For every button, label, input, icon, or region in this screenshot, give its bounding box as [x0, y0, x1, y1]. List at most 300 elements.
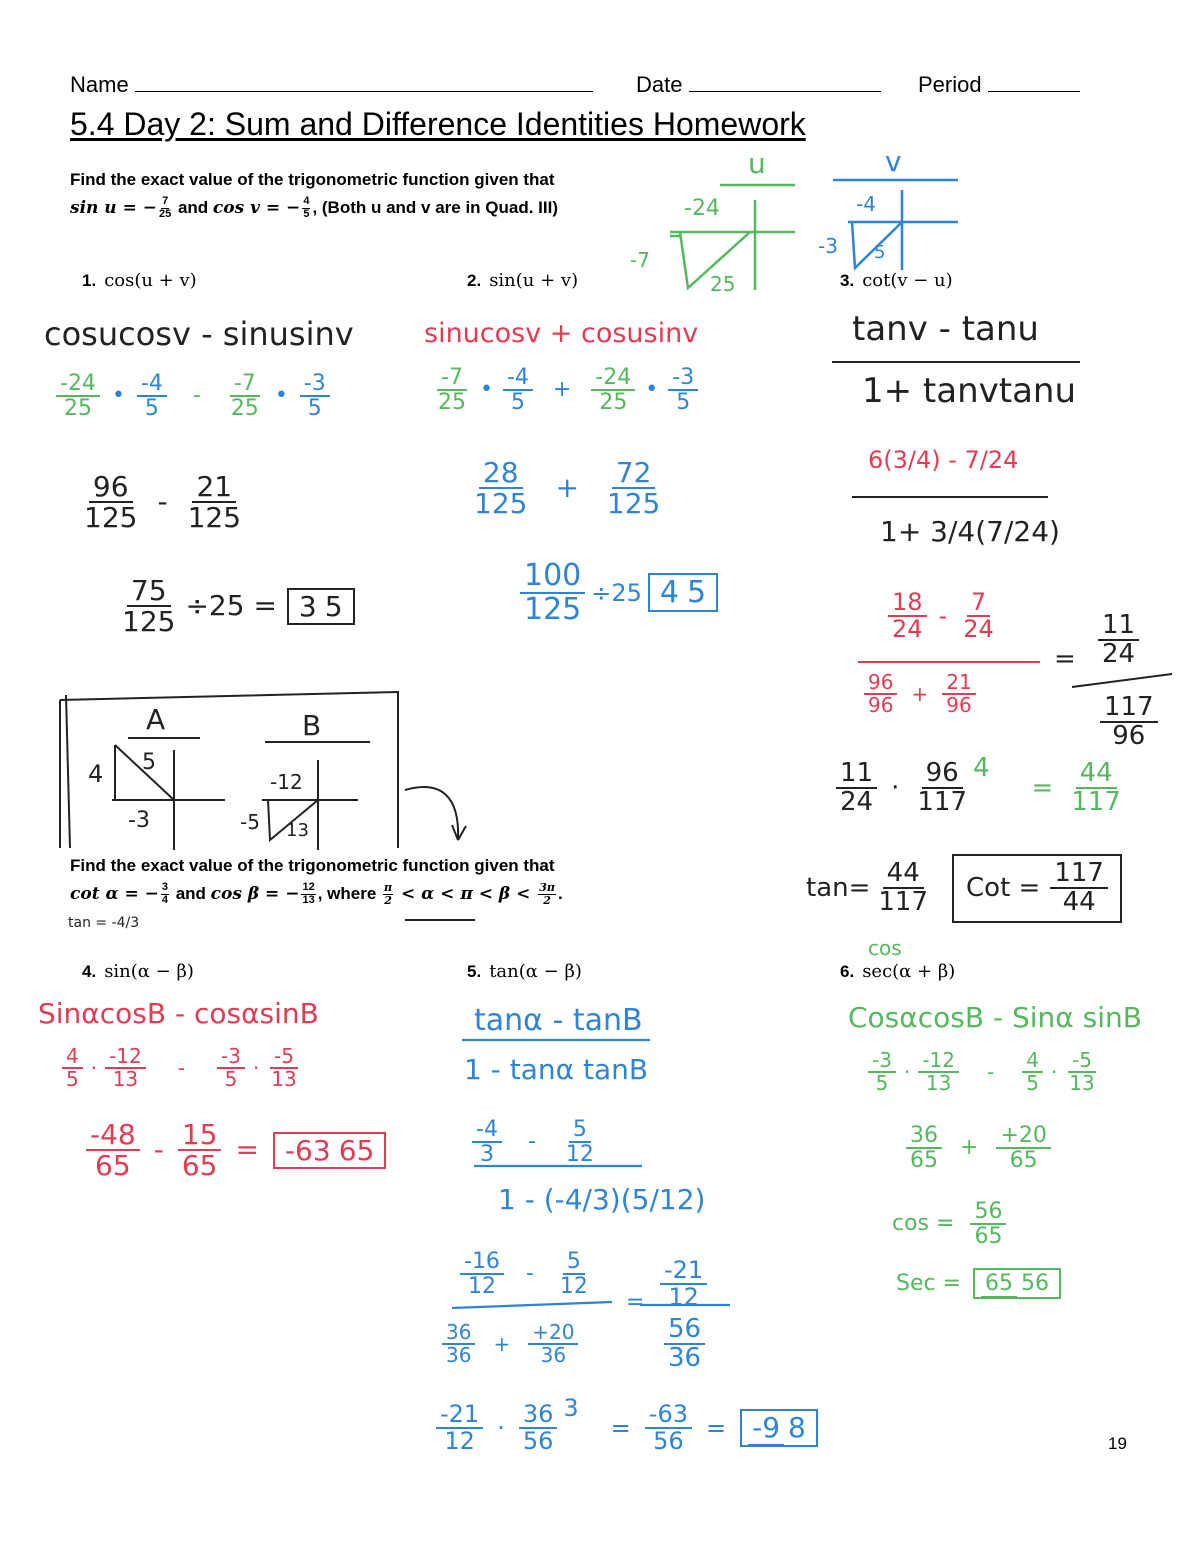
problem-5: [467, 961, 582, 982]
dot-operator: •: [480, 377, 493, 403]
frac-den: 13: [302, 893, 315, 906]
num: 36: [442, 1322, 475, 1345]
num: 21: [942, 672, 975, 695]
date-label: Date: [636, 72, 683, 97]
den: 24: [1102, 639, 1136, 670]
den: 24: [892, 615, 923, 644]
range-frac-2: [538, 882, 556, 906]
den: 5: [687, 574, 707, 610]
frac: [556, 1250, 592, 1298]
plus-operator: +: [555, 471, 579, 505]
num: -3: [217, 1046, 245, 1069]
num: 21: [192, 472, 236, 503]
den: 25: [599, 390, 628, 416]
plus-operator: +: [960, 1135, 979, 1161]
den: 56: [522, 1427, 554, 1456]
frac: [1050, 860, 1108, 917]
num: 44: [883, 860, 924, 889]
den: 56: [1021, 1271, 1050, 1296]
diagram-v-x: -4: [856, 192, 876, 216]
frac: [105, 1046, 146, 1090]
num: -21: [436, 1402, 483, 1429]
answer-box-1: [287, 588, 355, 625]
den: 125: [524, 591, 582, 627]
work3-step-num: [888, 590, 998, 642]
work6-cos: [892, 1200, 1006, 1248]
problem-number: 2.: [467, 271, 482, 290]
den: 65: [181, 1149, 218, 1183]
given-cos: cos β = −: [210, 884, 300, 905]
given-where: , where: [317, 884, 382, 904]
frac: [470, 458, 531, 519]
work6-sec: [896, 1268, 1061, 1299]
frac: [227, 372, 263, 420]
num: 28: [479, 458, 523, 489]
num: 7: [967, 590, 990, 617]
work5-result-num: [660, 1258, 707, 1310]
num: 56: [664, 1316, 705, 1345]
frac: [472, 1118, 502, 1166]
diagram-a-r: 5: [142, 750, 156, 775]
divide-note: ÷25: [591, 578, 642, 607]
cos-label: cos =: [892, 1211, 955, 1237]
num: -4: [472, 1118, 502, 1143]
frac: [1100, 694, 1158, 751]
den: 12: [668, 1283, 699, 1312]
tan-label: tan=: [806, 873, 871, 904]
den: 5: [324, 589, 343, 623]
problem-expression: cos(u + v): [104, 270, 197, 291]
frac-den: 2: [384, 893, 392, 907]
problem-expression: sin(α − β): [104, 961, 194, 982]
problem-expression: sin(u + v): [489, 270, 579, 291]
den: 44: [1062, 887, 1096, 918]
num: -16: [460, 1250, 504, 1275]
equals-sign: =: [235, 1133, 259, 1167]
diagram-b-x: -5: [240, 810, 260, 834]
diagram-b-r: 13: [286, 820, 309, 841]
given-range: < α < π < β <: [395, 884, 537, 905]
work1-formula: cosucosv - sinusinv: [44, 315, 354, 353]
num: 65: [981, 1271, 1017, 1298]
num: 117: [1050, 860, 1108, 889]
den: 36: [540, 1343, 567, 1367]
den: 13: [1069, 1071, 1095, 1095]
cos-note: cos: [868, 936, 902, 960]
diagram-v-r: 5: [874, 242, 886, 263]
den: 125: [187, 501, 242, 535]
frac: [660, 1258, 707, 1310]
diagram-v-y: -3: [818, 234, 838, 258]
dot-operator: •: [274, 383, 288, 409]
minus-operator: -: [525, 1261, 534, 1287]
page-number: 19: [1108, 1434, 1127, 1453]
frac: [942, 672, 975, 716]
den: 65: [1009, 1148, 1038, 1174]
plus-operator: +: [552, 377, 572, 403]
frac: [267, 1046, 300, 1090]
diagram-v-label: v: [885, 145, 902, 178]
problem-number: 6.: [840, 962, 855, 981]
den: 117: [917, 787, 967, 818]
frac: [56, 372, 100, 420]
den: 36: [446, 1343, 472, 1367]
num: -3: [868, 1050, 896, 1073]
frac-den: 5: [303, 207, 310, 220]
frac: [442, 1322, 475, 1366]
frac: [996, 1124, 1050, 1172]
minus-operator: -: [986, 1060, 995, 1084]
work5-sub-den: 1 - (-4/3)(5/12): [498, 1183, 706, 1216]
frac: [80, 472, 141, 533]
given-cot-frac: [161, 882, 169, 906]
dot-operator: •: [645, 377, 659, 403]
num: 96: [89, 472, 133, 503]
problem-number: 3.: [840, 271, 855, 290]
den: 5: [307, 396, 322, 422]
dot-operator: ·: [90, 1056, 98, 1080]
work4-step2: [86, 1120, 386, 1181]
minus-operator: -: [177, 1056, 185, 1080]
frac-den: 2: [543, 893, 551, 907]
frac: [918, 1050, 959, 1094]
work2-substitution: [434, 366, 698, 414]
equals-sign: =: [1031, 773, 1054, 804]
num: 117: [1100, 694, 1158, 723]
num: -3: [300, 372, 330, 397]
minus-operator: -: [938, 602, 948, 631]
frac: [836, 760, 877, 817]
den: 5: [676, 390, 691, 416]
frac-num: 4: [303, 195, 310, 207]
den: 117: [1071, 787, 1121, 818]
num: 72: [612, 458, 656, 489]
cancel-note: 3: [563, 1394, 579, 1423]
den: 96: [1112, 721, 1146, 752]
den: 5: [224, 1067, 238, 1091]
triangle-diagram-v: [833, 180, 958, 270]
work6-formula: CosαcosB - Sinα sinB: [848, 1001, 1142, 1034]
work5-formula-den: 1 - tanα tanB: [464, 1053, 649, 1086]
num: -63: [645, 1402, 692, 1429]
frac: [1065, 1050, 1098, 1094]
work4-formula: SinαcosB - cosαsinB: [38, 997, 319, 1030]
work5-step2-num: [460, 1250, 592, 1298]
work3-formula-num: tanv - tanu: [852, 309, 1039, 349]
range-frac-1: [383, 882, 393, 906]
den: 12: [559, 1274, 588, 1300]
num: 4: [62, 1046, 83, 1069]
num: -24: [56, 372, 100, 397]
frac: [503, 366, 533, 414]
diagram-u-label: u: [748, 147, 766, 180]
work3-eq-bottom: [1100, 694, 1158, 751]
den: 65: [974, 1224, 1003, 1250]
den: 65: [338, 1133, 375, 1167]
given-cos: cos v = −: [212, 198, 301, 219]
num: 15: [178, 1120, 222, 1151]
work3-sub-num: 6(3/4) - 7/24: [868, 446, 1019, 474]
equals-sign: =: [705, 1414, 727, 1443]
given-and: and: [173, 198, 213, 218]
frac: [970, 1200, 1006, 1248]
problem-expression: cot(v − u): [862, 270, 953, 291]
frac: [460, 1250, 504, 1298]
cancel-note: 4: [973, 753, 990, 784]
frac: [1067, 760, 1125, 817]
den: 12: [565, 1142, 594, 1168]
problem-number: 4.: [82, 962, 97, 981]
den: 36: [668, 1343, 702, 1374]
sec-label: Sec =: [896, 1270, 962, 1296]
plus-operator: +: [911, 682, 929, 706]
minus-operator: -: [157, 485, 168, 519]
frac: [300, 372, 330, 420]
frac: [868, 1050, 896, 1094]
dot-operator: ·: [497, 1414, 505, 1443]
work3-final: [806, 854, 1122, 923]
num: 56: [970, 1200, 1006, 1225]
work2-step3: [520, 560, 718, 625]
minus-operator: -: [192, 383, 201, 409]
frac: [178, 1120, 222, 1181]
frac-num: π: [384, 881, 393, 894]
dot-operator: ·: [903, 1060, 911, 1084]
problem-expression: sec(α + β): [862, 961, 956, 982]
frac: [562, 1118, 598, 1166]
work1-step3: [118, 576, 355, 637]
work1-step2: [80, 472, 245, 533]
den: 125: [474, 487, 528, 521]
den: 13: [271, 1067, 297, 1091]
problem-expression: tan(α − β): [489, 961, 582, 982]
num: 96: [864, 672, 897, 695]
page-title: 5.4 Day 2: Sum and Difference Identities Homework: [70, 106, 806, 142]
num: -48: [86, 1120, 140, 1151]
tan-note: tan = -4/3: [68, 915, 140, 931]
frac: [603, 458, 664, 519]
frac-num: 3: [161, 881, 168, 893]
den: 65: [910, 1148, 938, 1174]
num: 100: [520, 560, 585, 594]
num: -7: [437, 366, 467, 391]
num: -9: [748, 1411, 784, 1446]
den: 13: [925, 1071, 952, 1095]
frac: [137, 372, 167, 420]
num: 44: [1076, 760, 1117, 789]
work5-sub-num: [472, 1118, 598, 1166]
frac: [519, 1402, 558, 1454]
den: 12: [444, 1427, 475, 1456]
num: -7: [230, 372, 260, 397]
num: -5: [270, 1046, 298, 1069]
den: 5: [510, 390, 525, 416]
work2-step2: [470, 458, 664, 519]
answer-box-2: [648, 573, 718, 613]
num: +20: [996, 1124, 1050, 1149]
given-cos-frac: [301, 882, 315, 906]
work3-eq-top: [1098, 612, 1139, 669]
answer-box-6: [973, 1268, 1061, 1299]
frac: [591, 366, 635, 414]
den: 5: [1026, 1071, 1039, 1095]
frac: [436, 1402, 483, 1454]
diagram-a-label: A: [146, 703, 166, 736]
frac: [874, 860, 932, 917]
frac-den: 25: [159, 207, 172, 220]
work3-multiply: [836, 753, 1125, 818]
den: 117: [878, 887, 929, 918]
num: +20: [528, 1322, 578, 1345]
den: 8: [788, 1411, 806, 1445]
period-label: Period: [918, 72, 982, 97]
den: 125: [122, 605, 176, 639]
num: 75: [127, 576, 171, 607]
num: 4: [656, 575, 683, 612]
problem-4: [82, 961, 194, 982]
given-tail: , (Both u and v are in Quad. III): [312, 198, 559, 218]
diagram-b-y: -12: [270, 770, 303, 794]
num: -3: [668, 366, 698, 391]
num: -63: [281, 1134, 335, 1169]
dot-operator: ·: [891, 773, 900, 804]
frac-num: 12: [302, 881, 315, 893]
work1-substitution: [56, 372, 330, 420]
den: 24: [840, 787, 874, 818]
minus-operator: -: [153, 1133, 164, 1167]
den: 125: [84, 501, 138, 535]
divide-note: ÷25 =: [185, 589, 277, 623]
work5-step2-den: [442, 1322, 578, 1366]
work6-substitution: [868, 1050, 1099, 1094]
frac: [668, 366, 698, 414]
equals-sign: =: [1054, 644, 1076, 674]
den: 96: [946, 693, 972, 717]
plus-operator: +: [493, 1332, 511, 1356]
num: 5: [569, 1118, 591, 1143]
den: 25: [438, 390, 466, 416]
answer-box-5: [740, 1409, 818, 1446]
den: 65: [95, 1149, 131, 1183]
work3-sub-den: 1+ 3/4(7/24): [880, 515, 1060, 548]
diagram-u-y: -7: [630, 248, 650, 272]
den: 24: [963, 615, 994, 644]
given-sin: sin u = −: [70, 198, 157, 219]
den: 56: [653, 1427, 684, 1456]
num: -21: [660, 1258, 707, 1285]
frac-num: 3π: [539, 881, 555, 894]
frac: [888, 590, 927, 642]
frac: [184, 472, 245, 533]
frac: [528, 1322, 578, 1366]
dot-operator: ·: [252, 1056, 260, 1080]
part2-given: [70, 882, 563, 906]
num: 4: [1022, 1050, 1043, 1073]
problem-number: 5.: [467, 962, 482, 981]
den: 25: [63, 396, 92, 422]
num: 36: [906, 1124, 942, 1149]
frac: [434, 366, 470, 414]
work5-result-den: [664, 1316, 705, 1373]
diagram-u-r: 25: [710, 272, 736, 296]
den: 125: [606, 487, 661, 521]
num: 96: [922, 760, 963, 789]
answer-box-3: [952, 854, 1122, 923]
given-end: .: [557, 884, 563, 904]
frac: [645, 1402, 692, 1454]
work3-step-den: [864, 672, 976, 716]
den: 12: [467, 1274, 496, 1300]
num: -5: [1068, 1050, 1096, 1073]
work5-formula-num: tanα - tanB: [474, 1003, 643, 1038]
given-and: and: [171, 884, 211, 904]
name-label: Name: [70, 72, 129, 97]
equals-sign: =: [626, 1290, 645, 1315]
den: 3: [479, 1142, 494, 1168]
work2-formula: sinucosv + cosusinv: [424, 318, 699, 349]
frac: [959, 590, 998, 642]
part1-instruction: Find the exact value of the trigonometric function given that: [70, 170, 555, 189]
num: 18: [888, 590, 927, 617]
frac: [864, 672, 897, 716]
part2-instruction: Find the exact value of the trigonometric function given that: [70, 856, 555, 875]
frac: [913, 760, 971, 817]
den: 5: [144, 396, 159, 422]
work6-step2: [906, 1124, 1051, 1172]
frac: [62, 1046, 83, 1090]
work3-formula-den: 1+ tanvtanu: [862, 371, 1077, 411]
frac: [118, 576, 179, 637]
frac: [1098, 612, 1139, 669]
num: 36: [519, 1402, 558, 1429]
diagram-b-label: B: [302, 709, 322, 742]
equals-sign: =: [610, 1414, 631, 1443]
problem-6: [840, 961, 955, 982]
diagram-u-x: -24: [684, 196, 720, 221]
den: 5: [66, 1067, 79, 1091]
cot-label: Cot =: [966, 873, 1041, 904]
frac: [906, 1124, 942, 1172]
work4-substitution: [62, 1046, 301, 1090]
num: 3: [295, 590, 321, 625]
diagram-a-x: -3: [128, 808, 150, 833]
den: 13: [112, 1067, 139, 1091]
num: -24: [591, 366, 635, 391]
num: -12: [105, 1046, 146, 1069]
num: 11: [1098, 612, 1139, 641]
num: -4: [503, 366, 533, 391]
num: 5: [563, 1250, 585, 1275]
frac: [520, 560, 585, 625]
frac-den: 4: [161, 893, 168, 906]
answer-box-4: [273, 1132, 386, 1169]
dot-operator: ·: [1050, 1060, 1058, 1084]
num: 11: [836, 760, 877, 789]
den: 25: [230, 396, 259, 422]
minus-operator: -: [527, 1129, 536, 1155]
problem-number: 1.: [82, 271, 97, 290]
frac: [1022, 1050, 1043, 1094]
given-cot: cot α = −: [70, 884, 159, 905]
diagram-a-y: 4: [88, 760, 104, 788]
frac: [664, 1316, 705, 1373]
den: 5: [875, 1071, 889, 1095]
dot-operator: •: [111, 383, 125, 409]
den: 96: [868, 693, 894, 717]
frac: [217, 1046, 245, 1090]
work5-step3: [436, 1394, 818, 1456]
frac: [86, 1120, 140, 1181]
